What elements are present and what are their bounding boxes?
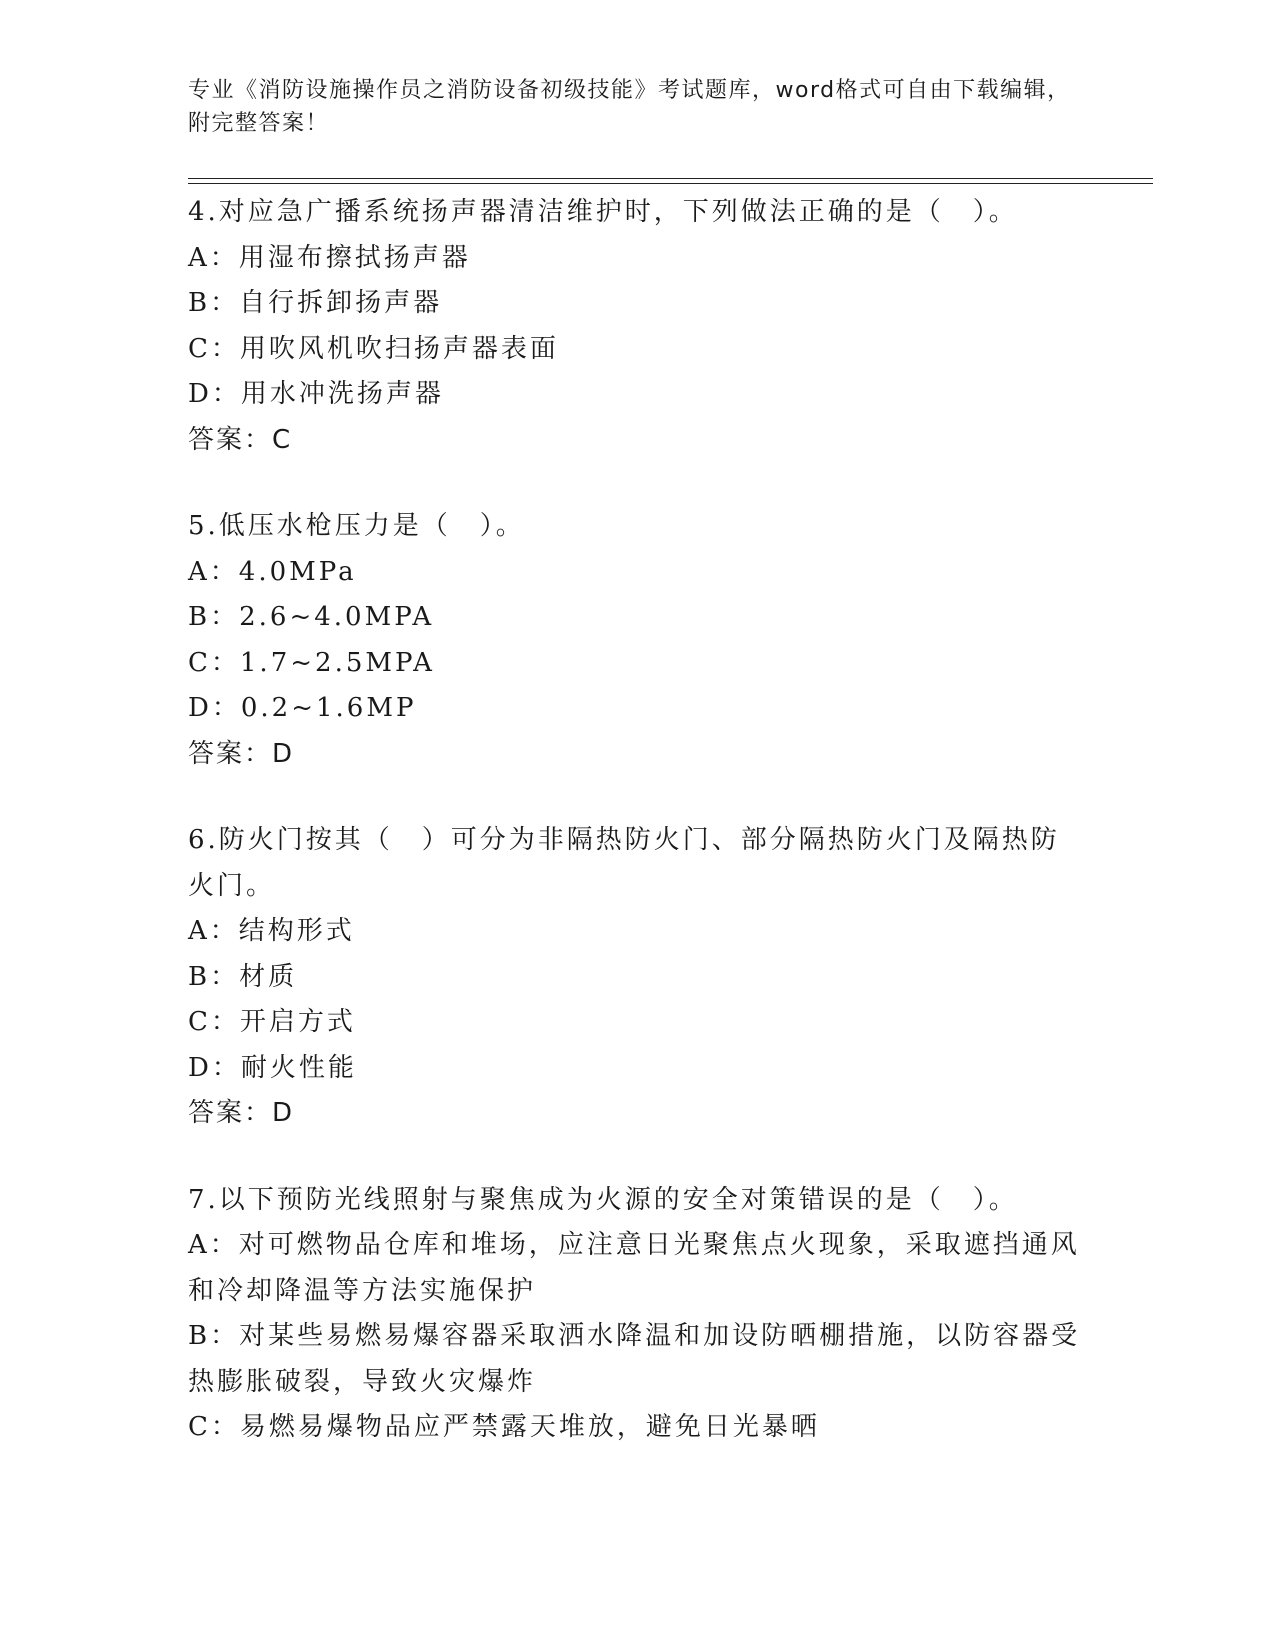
option-d: D：耐火性能 — [188, 1052, 357, 1083]
question-7 — [188, 1178, 1088, 1451]
option-c: C：用吹风机吹扫扬声器表面 — [188, 333, 559, 364]
option-b: B：材质 — [188, 961, 298, 992]
question-6 — [188, 818, 1088, 1137]
option-a: A：对可燃物品仓库和堆场，应注意日光聚焦点火现象，采取遮挡通风和冷却降温等方法实施保护 — [188, 1230, 1080, 1306]
question-5 — [188, 504, 1088, 777]
option-c: C：开启方式 — [188, 1007, 356, 1037]
document-header: 专业《消防设施操作员之消防设备初级技能》考试题库，word格式可自由下载编辑，附完整答案！ — [188, 78, 1071, 136]
option-b: B：自行拆卸扬声器 — [188, 288, 443, 318]
header-rule-top — [188, 178, 1153, 179]
answer-label: 答案：C — [188, 424, 293, 455]
question-4 — [188, 190, 1088, 463]
answer-label: 答案：D — [188, 738, 295, 769]
option-a: A：4.0MPa — [188, 556, 357, 587]
option-d: D：用水冲洗扬声器 — [188, 379, 444, 409]
option-c: C：1.7~2.5MPA — [188, 647, 435, 678]
question-stem: 7.以下预防光线照射与聚焦成为火源的安全对策错误的是（ ）。 — [188, 1184, 1018, 1215]
question-stem: 5.低压水枪压力是（ ）。 — [188, 511, 525, 541]
option-b: B：对某些易燃易爆容器采取洒水降温和加设防晒棚措施，以防容器受热膨胀破裂，导致火灾爆炸 — [188, 1321, 1081, 1397]
option-b: B：2.6~4.0MPA — [188, 602, 435, 632]
option-a: A：用湿布擦拭扬声器 — [188, 242, 471, 273]
header-rule-bottom — [188, 183, 1153, 184]
option-d: D：0.2~1.6MP — [188, 693, 417, 723]
option-c: C：易燃易爆物品应严禁露天堆放，避免日光暴晒 — [188, 1412, 820, 1442]
question-stem: 6.防火门按其（ ）可分为非隔热防火门、部分隔热防火门及隔热防火门。 — [188, 825, 1060, 901]
answer-label: 答案：D — [188, 1098, 295, 1128]
question-list — [188, 190, 1088, 1492]
option-a: A：结构形式 — [188, 916, 355, 946]
question-stem: 4.对应急广播系统扬声器清洁维护时，下列做法正确的是（ ）。 — [188, 197, 1018, 227]
